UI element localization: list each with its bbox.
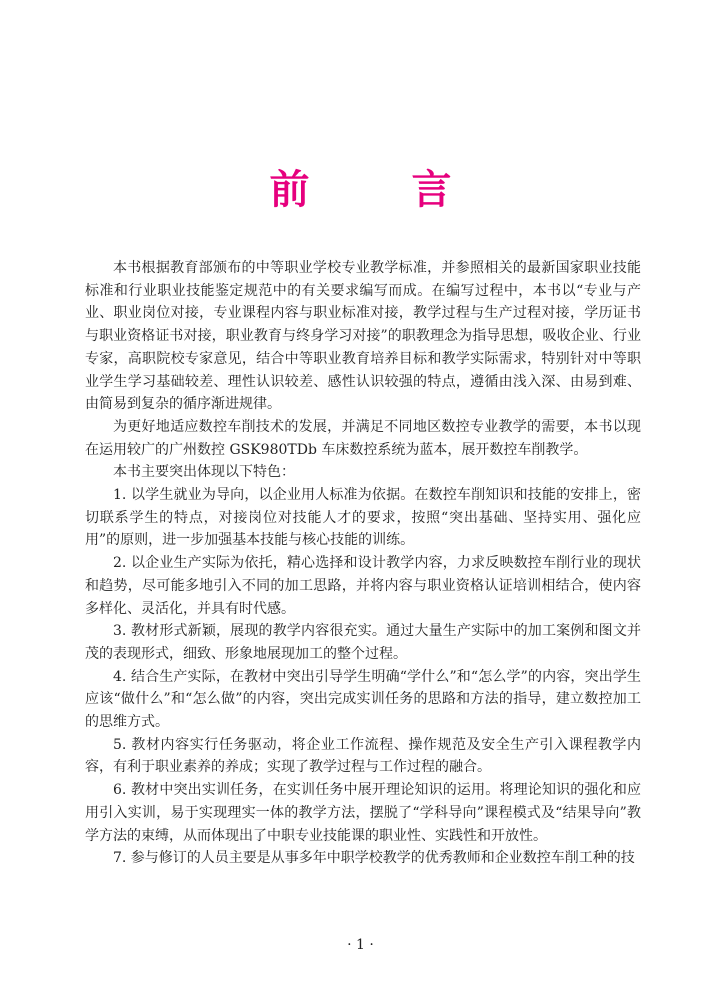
paragraph-intro: 本书根据教育部颁布的中等职业学校专业教学标准，并参照相关的最新国家职业技能标准和行业职业技能鉴定规范中的有关要求编写而成。在编写过程中，本书以“专业与产业、职业岗位对接，专业课程内容与职业标准对接，教学过程与生产过程对接，学历证书与职业资格证书对接，职业教育与终身学习对接”的职教理念为指导思想，吸收企业、行业专家，高职院校专家意见，结合中等职业教育培养目标和教学实际需求，特别针对中等职业学生学习基础较差、理性认识较差、感性认识较强的特点，遵循由浅入深、由易到难、由简易到复杂的循序渐进规律。 [85,260,641,413]
page-title: 前 言 [269,166,496,213]
paragraph-adaptation: 为更好地适应数控车削技术的发展，并满足不同地区数控专业教学的需要，本书以现在运用较广的广州数控 GSK980TDb 车床数控系统为蓝本，展开数控车削教学。 [85,418,641,458]
page-number: · 1 · [347,937,374,953]
paragraph-feature-7: 7. 参与修订的人员主要是从事多年中职学校教学的优秀教师和企业数控车削工种的技 [113,850,635,867]
paragraph-feature-4: 4. 结合生产实际，在教材中突出引导学生明确“学什么”和“怎么学”的内容，突出学生应该“做什么”和“怎么做”的内容，突出完成实训任务的思路和方法的指导，建立数控加工的思维方式。 [85,668,641,731]
paragraph-feature-2: 2. 以企业生产实际为依托，精心选择和设计教学内容，力求反映数控车削行业的现状和趋势，尽可能多地引入不同的加工思路，并将内容与职业资格认证培训相结合，使内容多样化、灵活化，并具有时代感。 [85,555,641,617]
paragraph-feature-3: 3. 教材形式新颖，展现的教学内容很充实。通过大量生产实际中的加工案例和图文并茂的表现形式，细致、形象地展现加工的整个过程。 [85,623,641,662]
preface-body [85,257,641,870]
paragraph-feature-5: 5. 教材内容实行任务驱动，将企业工作流程、操作规范及安全生产引入课程教学内容，有利于职业素养的养成；实现了教学过程与工作过程的融合。 [85,736,641,776]
paragraph-features-intro: 本书主要突出体现以下特色： [113,464,295,481]
paragraph-feature-1: 1. 以学生就业为导向，以企业用人标准为依据。在数控车削知识和技能的安排上，密切联系学生的特点，对接岗位对技能人才的要求，按照“突出基础、坚持实用、强化应用”的原则，进一步加强基本技能与核心技能的训练。 [85,487,641,549]
paragraph-feature-6: 6. 教材中突出实训任务，在实训任务中展开理论知识的运用。将理论知识的强化和应用引入实训，易于实现理实一体的教学方法，摆脱了“学科导向”课程模式及“结果导向”教学方法的束缚，从而体现出了中职专业技能课的职业性、实践性和开放性。 [85,782,641,844]
